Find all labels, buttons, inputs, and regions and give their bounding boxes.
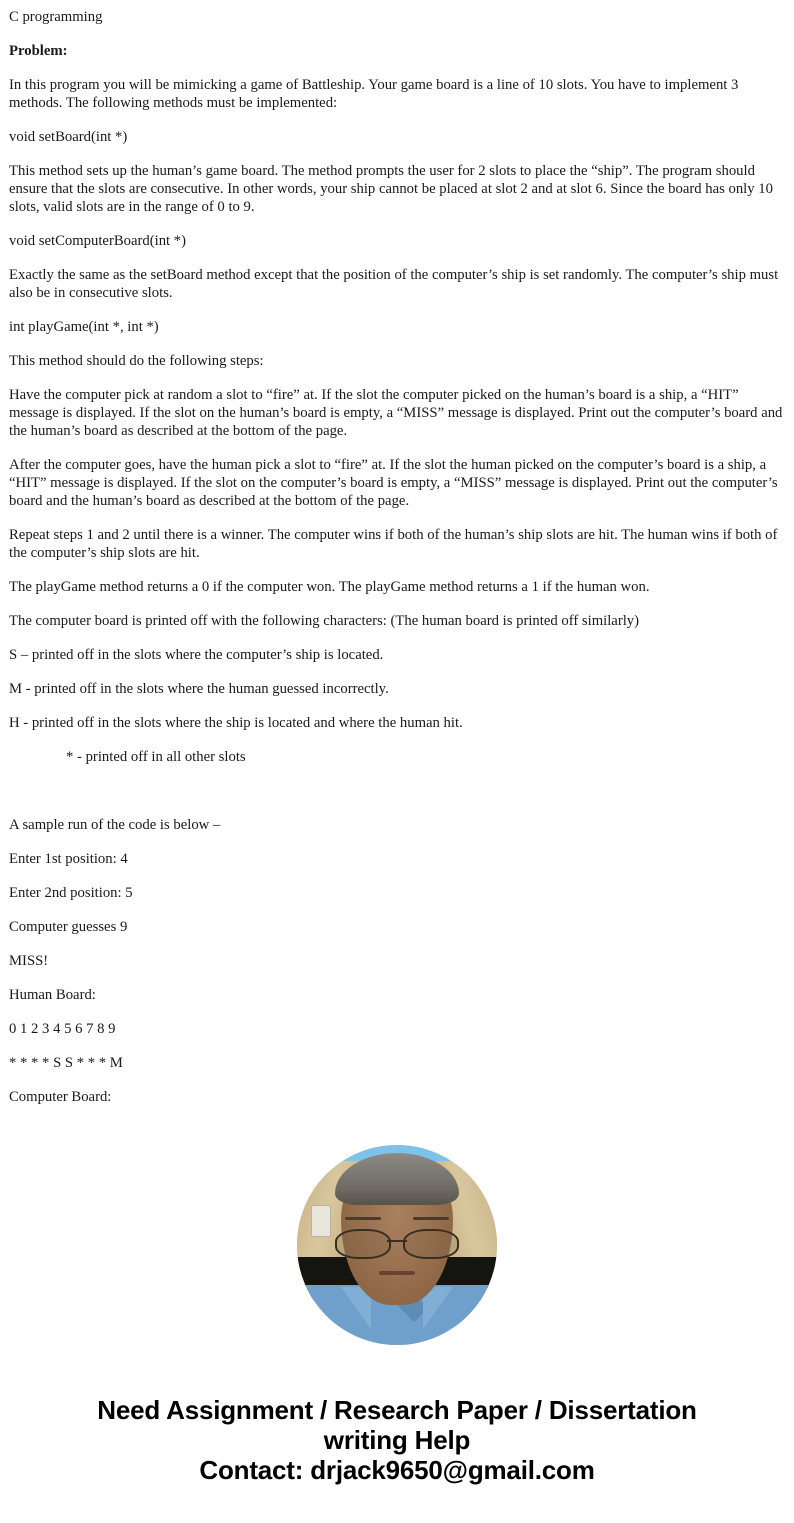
signature-play-game: int playGame(int *, int *) xyxy=(9,319,159,335)
play-game-step-2: After the computer goes, have the human pick a slot to “fire” at. If the slot the human picked on the computer’s board is a ship, a “HIT” message is displayed. If the slot on the computer’s board is empty, a “MISS” message is displayed. Print out the computer’s board and the human’s board as described at the bottom of the page. xyxy=(9,457,778,509)
sample-run-intro: A sample run of the code is below – xyxy=(9,817,221,833)
sample-run-line-2: Enter 2nd position: 5 xyxy=(9,885,133,901)
photo-eyebrow-right xyxy=(413,1217,449,1220)
legend-item-star: * - printed off in all other slots xyxy=(66,749,246,765)
blank-line xyxy=(9,782,785,800)
heading-c-programming: C programming xyxy=(9,9,103,25)
photo-mouth xyxy=(379,1271,415,1275)
set-computer-board-description: Exactly the same as the setBoard method except that the position of the computer’s ship is set randomly. The computer’s ship must also be in consecutive slots. xyxy=(9,267,779,301)
problem-label: Problem: xyxy=(9,43,68,59)
play-game-return-values: The playGame method returns a 0 if the computer won. The playGame method returns a 1 if the human won. xyxy=(9,579,650,595)
photo-background-switch xyxy=(311,1205,331,1237)
sample-run-line-3: Computer guesses 9 xyxy=(9,919,128,935)
photo-glasses-bridge xyxy=(387,1240,407,1242)
glasses-icon xyxy=(335,1229,459,1255)
legend-item-h: H - printed off in the slots where the ship is located and where the human hit. xyxy=(9,715,463,731)
sample-run-line-1: Enter 1st position: 4 xyxy=(9,851,128,867)
portrait-photo-container xyxy=(0,1145,794,1345)
sample-run-line-4: MISS! xyxy=(9,953,49,969)
promo-contact-line: Contact: drjack9650@gmail.com xyxy=(199,1455,595,1485)
intro-paragraph: In this program you will be mimicking a game of Battleship. Your game board is a line of 10 slots. You have to implement 3 methods. The following methods must be implemented: xyxy=(9,77,739,111)
document-body xyxy=(9,8,785,1106)
play-game-step-1: Have the computer pick at random a slot to “fire” at. If the slot the computer picked on the human’s board is a ship, a “HIT” message is displayed. If the slot on the human’s board is empty, a “MISS” message is displayed. Print out the computer’s board and the human’s board as described at the bottom of the page. xyxy=(9,387,783,439)
legend-item-m: M - printed off in the slots where the human guessed incorrectly. xyxy=(9,681,389,697)
legend-item-s: S – printed off in the slots where the computer’s ship is located. xyxy=(9,647,384,663)
sample-run-line-8: Computer Board: xyxy=(9,1089,112,1105)
sample-run-human-board: * * * * S S * * * M xyxy=(9,1055,123,1071)
photo-lens-right xyxy=(403,1229,459,1259)
play-game-intro: This method should do the following steps: xyxy=(9,353,264,369)
avatar xyxy=(297,1145,497,1345)
set-board-description: This method sets up the human’s game board. The method prompts the user for 2 slots to place the “ship”. The program should ensure that the slots are consecutive. In other words, your ship cannot be placed at slot 2 and at slot 6. Since the board has only 10 slots, valid slots are in the range of 0 to 9. xyxy=(9,163,773,215)
sample-run-board-indices: 0 1 2 3 4 5 6 7 8 9 xyxy=(9,1021,116,1037)
sample-run-line-5: Human Board: xyxy=(9,987,96,1003)
promo-banner xyxy=(0,1395,794,1485)
photo-eyebrow-left xyxy=(345,1217,381,1220)
signature-set-computer-board: void setComputerBoard(int *) xyxy=(9,233,187,249)
legend-intro: The computer board is printed off with the following characters: (The human board is printed off similarly) xyxy=(9,613,640,629)
play-game-step-3: Repeat steps 1 and 2 until there is a winner. The computer wins if both of the human’s ship slots are hit. The human wins if both of the computer’s ship slots are hit. xyxy=(9,527,778,561)
signature-set-board: void setBoard(int *) xyxy=(9,129,128,145)
promo-headline-line-1: Need Assignment / Research Paper / Dissertation xyxy=(97,1395,697,1425)
photo-lens-left xyxy=(335,1229,391,1259)
promo-headline-line-2: writing Help xyxy=(323,1425,471,1455)
